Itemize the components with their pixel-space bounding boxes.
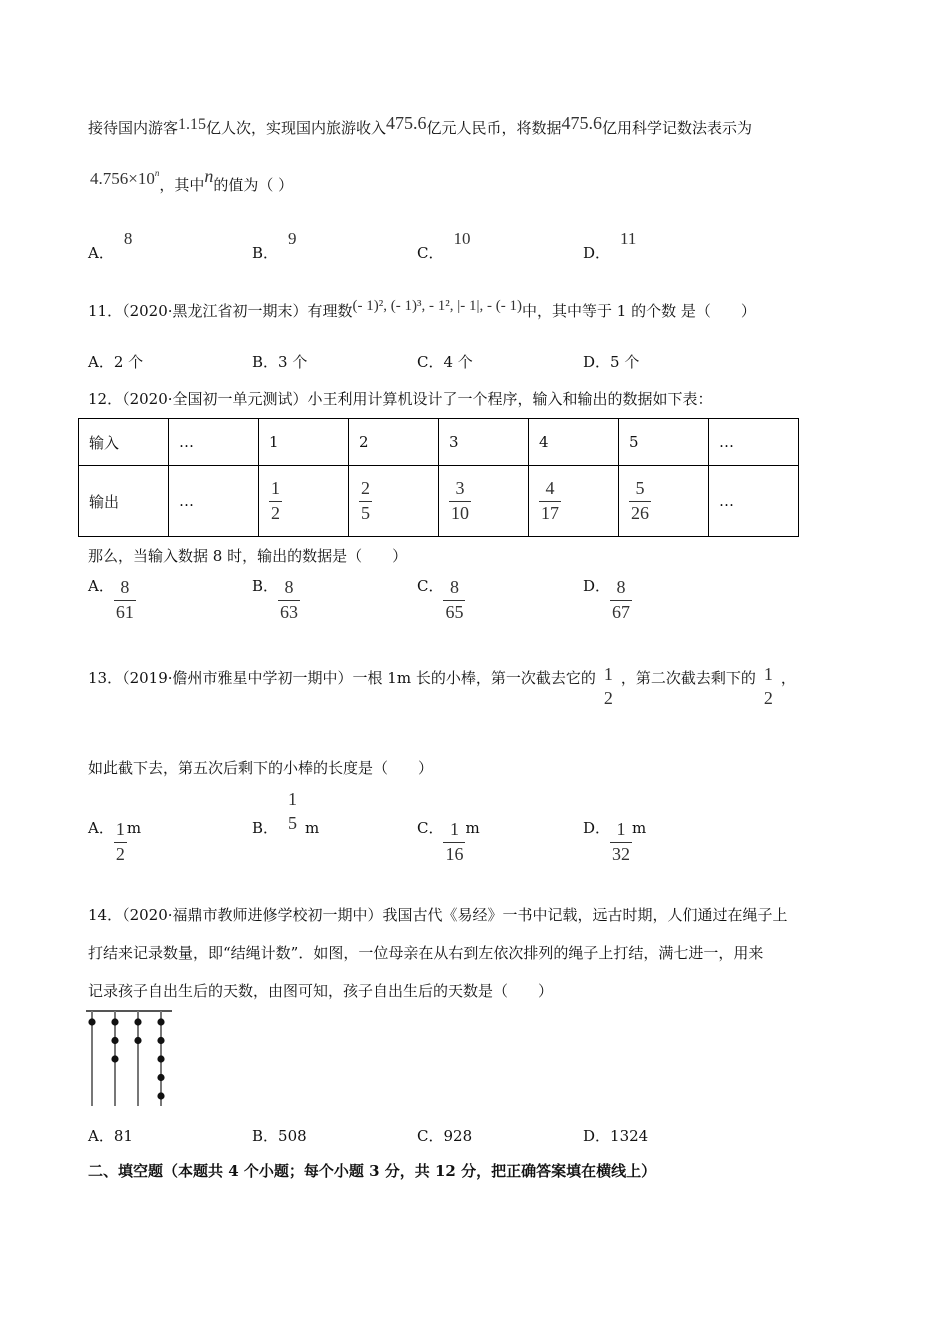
table-row-output	[79, 466, 799, 537]
q10-line2-b: 的值为（ ）	[213, 176, 294, 194]
option-letter: D．	[583, 819, 611, 838]
option-value: 11	[620, 229, 637, 248]
knots	[88, 1018, 164, 1099]
option-letter: C．	[417, 353, 444, 371]
table-cell-output-label: 输出	[79, 466, 169, 537]
table-cell: 2	[349, 419, 439, 466]
fraction-denominator: 61	[115, 601, 134, 622]
fraction-denominator: 5	[288, 812, 298, 833]
q12-prompt: 12．（2020·全国初一单元测试）小王利用计算机设计了一个程序，输入和输出的数据如下表：	[88, 390, 713, 408]
q14-option-b[interactable]	[252, 1125, 307, 1146]
option-letter: B．	[252, 818, 279, 837]
fraction-numerator: 1	[271, 477, 280, 498]
q10-line2	[90, 166, 294, 195]
q10-option-d[interactable]	[583, 228, 637, 262]
rope-knot	[157, 1074, 164, 1081]
fraction	[443, 820, 465, 865]
table-cell: …	[709, 419, 799, 466]
option-letter: B．	[252, 353, 279, 371]
q12-option-d[interactable]	[583, 578, 632, 623]
fraction-denominator: 2	[271, 502, 280, 523]
q10-text-c: 亿元人民币，将数据	[426, 119, 562, 137]
q14-option-a[interactable]	[88, 1125, 133, 1146]
q11-option-c[interactable]	[417, 351, 473, 372]
q11-prompt	[88, 300, 756, 321]
fraction	[610, 820, 632, 865]
q12-io-table	[78, 418, 799, 537]
q10-num-1-15: 1.15	[178, 116, 207, 133]
fraction-numerator: 5	[635, 477, 645, 498]
rope-knot	[134, 1037, 141, 1044]
option-value: 81	[113, 1127, 133, 1145]
fraction-denominator: 2	[763, 687, 773, 708]
fraction-denominator: 2	[603, 687, 613, 708]
table-cell: …	[169, 466, 259, 537]
fraction-numerator: 1	[603, 664, 613, 684]
q12-option-b[interactable]	[252, 578, 300, 623]
table-cell-input-label: 输入	[79, 419, 169, 466]
fraction	[286, 790, 299, 834]
fraction-denominator: 16	[445, 843, 464, 864]
option-value: 4 个	[443, 353, 473, 371]
q10-sci-exponent: n	[154, 168, 160, 178]
fraction-numerator: 1	[449, 819, 459, 839]
rope-knot	[88, 1018, 95, 1025]
rope-knot	[157, 1055, 164, 1062]
option-letter: C．	[417, 819, 444, 838]
unit-label: m	[632, 819, 647, 838]
q11-suffix: 中，其中等于 1 的个数 是（ ）	[521, 302, 756, 320]
fraction	[443, 578, 465, 623]
q10-num-475-6-b: 475.6	[561, 113, 603, 133]
q13-text-a: 13．（2019·儋州市雅星中学初一期中）一根 1m 长的小棒，第一次截去它的	[88, 668, 596, 687]
fraction-numerator: 1	[616, 819, 626, 839]
fraction-numerator: 2	[361, 477, 370, 498]
fraction-denominator: 65	[445, 601, 464, 622]
q14-line2: 打结来记录数量，即“结绳计数”．如图，一位母亲在从右到左依次排列的绳子上打结，满七进一，用来	[88, 944, 764, 962]
option-letter: A．	[88, 353, 114, 371]
fraction-numerator: 1	[763, 664, 773, 684]
fraction-numerator: 8	[449, 577, 459, 597]
q12-option-c[interactable]	[417, 578, 465, 623]
q11-option-d[interactable]	[583, 351, 639, 372]
rope-knot	[111, 1055, 118, 1062]
q10-text-b: 亿人次，实现国内旅游收入	[206, 119, 387, 137]
table-cell	[349, 466, 439, 537]
option-value: 9	[288, 229, 297, 248]
fraction-numerator: 8	[120, 577, 130, 597]
fraction-numerator: 8	[284, 577, 294, 597]
rope-knot	[157, 1092, 164, 1099]
table-cell	[439, 466, 529, 537]
option-letter: D．	[583, 1127, 611, 1145]
q12-followup: 那么，当输入数据 8 时，输出的数据是（ ）	[88, 547, 408, 565]
fraction	[278, 578, 300, 623]
knotted-rope-figure	[84, 1008, 176, 1108]
q13-prompt	[88, 665, 796, 709]
option-letter: A．	[88, 577, 114, 596]
option-value: 5 个	[610, 353, 640, 371]
q11-expression: (- 1)², (- 1)³, - 1², |- 1|, - (- 1)	[352, 298, 522, 314]
fraction-denominator: 32	[612, 843, 631, 864]
fraction-denominator: 26	[631, 502, 649, 523]
option-value: 508	[278, 1127, 307, 1145]
q10-text-d: 亿用科学记数法表示为	[602, 119, 753, 137]
option-value: 10	[453, 229, 471, 248]
rope-knot	[111, 1018, 118, 1025]
rope-knot	[157, 1018, 164, 1025]
option-letter: B．	[252, 244, 279, 262]
rope-knot	[157, 1037, 164, 1044]
fraction	[610, 578, 632, 623]
q10-text-a: 接待国内游客	[88, 119, 179, 137]
q10-line1	[88, 113, 753, 138]
q10-option-b[interactable]	[252, 228, 297, 262]
option-letter: D．	[583, 577, 611, 596]
q11-prefix: 11．（2020·黑龙江省初一期末）有理数	[88, 302, 353, 320]
option-value: 2 个	[113, 353, 144, 371]
fraction-denominator: 67	[612, 601, 631, 622]
option-letter: A．	[88, 1127, 114, 1145]
q14-line3: 记录孩子自出生后的天数，由图可知，孩子自出生后的天数是（ ）	[88, 982, 554, 1000]
option-value: 928	[443, 1127, 473, 1145]
q13-option-b[interactable]	[252, 789, 320, 837]
unit-label: m	[465, 819, 480, 838]
unit-label: m	[305, 818, 320, 837]
table-cell: 3	[439, 419, 529, 466]
q11-option-b[interactable]	[252, 351, 307, 372]
option-letter: D．	[583, 353, 611, 371]
q10-option-a[interactable]	[88, 228, 133, 262]
fraction-denominator: 10	[451, 502, 469, 523]
option-letter: D．	[583, 244, 611, 262]
section-2-heading: 二、填空题（本题共 4 个小题；每个小题 3 分，共 12 分，把正确答案填在横线上）	[88, 1162, 657, 1180]
option-letter: C．	[417, 577, 444, 596]
table-cell	[529, 466, 619, 537]
q10-sci-notation: 4.756×10	[90, 169, 155, 188]
fraction	[269, 479, 282, 524]
q13-line2: 如此截下去，第五次后剩下的小棒的长度是（ ）	[88, 759, 434, 777]
option-letter: A．	[88, 244, 114, 262]
table-cell	[619, 466, 709, 537]
q10-option-c[interactable]	[417, 228, 471, 262]
fraction	[114, 578, 136, 623]
fraction	[114, 820, 127, 865]
q10-num-475-6-a: 475.6	[386, 113, 427, 133]
q13-option-c[interactable]	[417, 820, 480, 865]
fraction-denominator: 5	[361, 502, 370, 523]
option-value: 1324	[610, 1127, 649, 1145]
fraction-denominator: 63	[280, 601, 299, 622]
option-letter: C．	[417, 1127, 444, 1145]
table-cell: …	[709, 466, 799, 537]
q11-option-a[interactable]	[88, 351, 143, 372]
fraction-numerator: 4	[545, 477, 555, 498]
option-letter: B．	[252, 1127, 279, 1145]
table-cell: …	[169, 419, 259, 466]
table-cell: 5	[619, 419, 709, 466]
fraction-numerator: 3	[455, 477, 465, 498]
rope-knot	[134, 1018, 141, 1025]
rope-knot	[111, 1037, 118, 1044]
unit-label: m	[126, 819, 142, 838]
option-value: 8	[123, 229, 133, 248]
q12-option-a[interactable]	[88, 578, 136, 623]
fraction	[539, 479, 561, 524]
fraction	[629, 479, 651, 524]
table-row-input	[79, 419, 799, 466]
option-letter: A．	[88, 819, 114, 838]
fraction	[359, 479, 372, 524]
q14-line1: 14．（2020·福鼎市教师进修学校初一期中）我国古代《易经》一书中记载，远古时期，人们通过在绳子上	[88, 906, 788, 924]
fraction	[449, 479, 471, 524]
q10-line2-a: ，其中	[159, 176, 205, 194]
q13-option-d[interactable]	[583, 820, 646, 865]
q14-option-c[interactable]	[417, 1125, 472, 1146]
q13-text-c: ，	[780, 668, 796, 687]
q13-text-b: ，第二次截去剩下的	[620, 668, 756, 687]
fraction	[602, 665, 615, 709]
fraction-numerator: 8	[616, 577, 626, 597]
table-cell	[259, 466, 349, 537]
fraction-denominator: 2	[115, 843, 125, 864]
fraction-denominator: 17	[541, 502, 559, 523]
option-letter: C．	[417, 244, 444, 262]
q10-var-n: n	[204, 166, 214, 186]
table-cell: 4	[529, 419, 619, 466]
fraction-numerator: 1	[115, 819, 125, 839]
fraction	[762, 665, 775, 709]
option-letter: B．	[252, 577, 279, 596]
q13-option-a[interactable]	[88, 820, 141, 865]
option-value: 3 个	[278, 353, 308, 371]
q14-option-d[interactable]	[583, 1125, 648, 1146]
fraction-numerator: 1	[288, 789, 298, 809]
table-cell: 1	[259, 419, 349, 466]
